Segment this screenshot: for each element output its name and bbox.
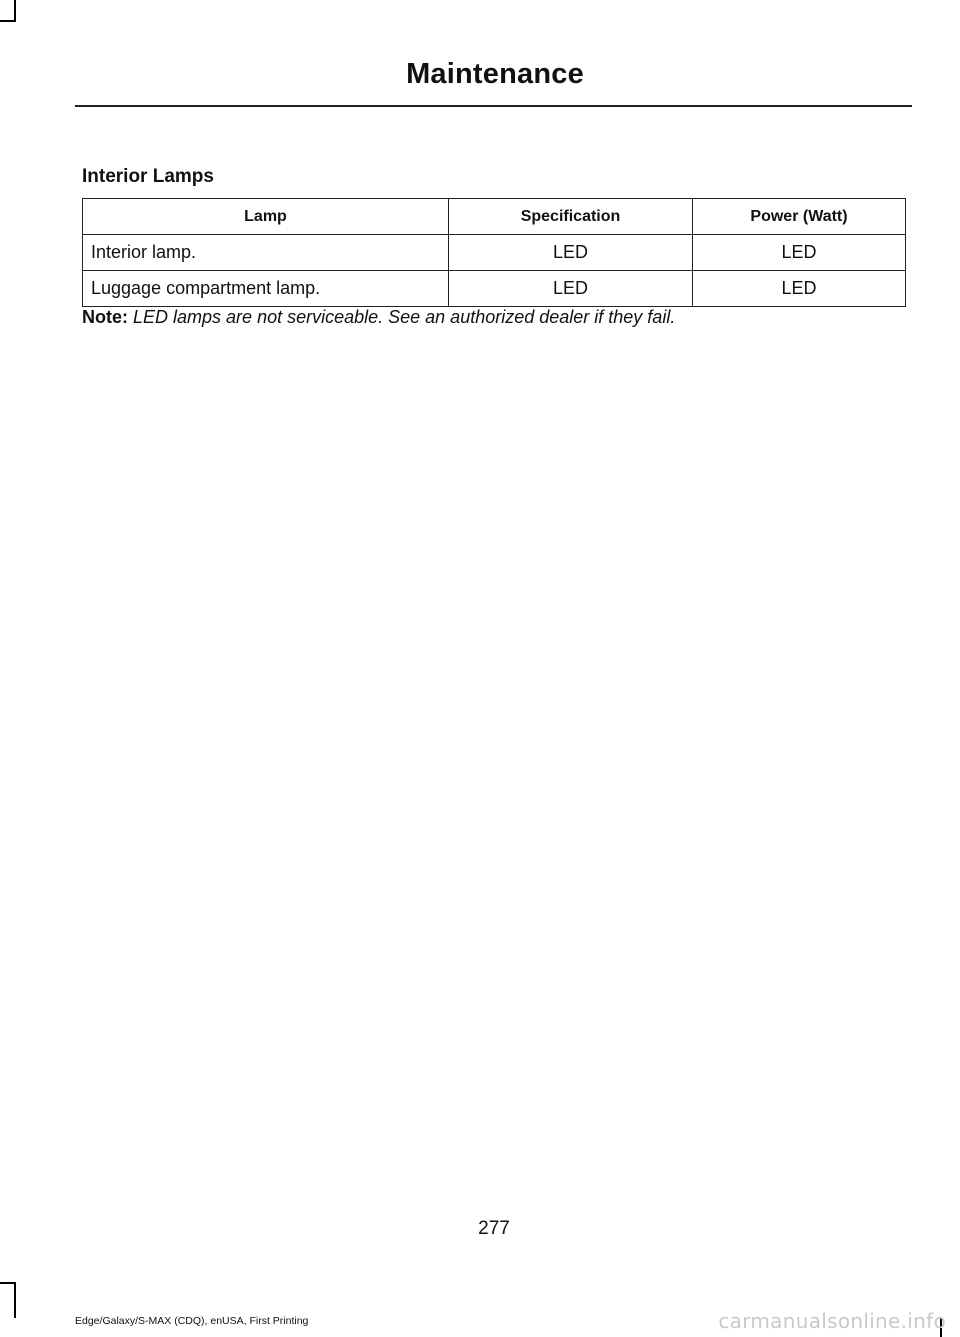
table-row bbox=[83, 271, 906, 307]
page-title: Maintenance bbox=[406, 58, 584, 90]
note-text: LED lamps are not serviceable. See an authorized dealer if they fail. bbox=[133, 307, 676, 327]
column-header-power: Power (Watt) bbox=[693, 199, 906, 235]
note-label: Note: bbox=[82, 307, 128, 327]
crop-mark-bottom-left-horizontal bbox=[0, 1282, 16, 1284]
column-header-specification: Specification bbox=[449, 199, 693, 235]
publication-footer: Edge/Galaxy/S-MAX (CDQ), enUSA, First Printing bbox=[75, 1315, 309, 1327]
table-header-row bbox=[83, 199, 906, 235]
table-row bbox=[83, 235, 906, 271]
crop-mark-top-left-vertical bbox=[14, 0, 16, 20]
watermark: carmanualsonline.info bbox=[718, 1309, 946, 1333]
crop-mark-top-left-horizontal bbox=[0, 20, 16, 22]
cell-power: LED bbox=[693, 235, 906, 271]
cell-specification: LED bbox=[449, 235, 693, 271]
column-header-lamp: Lamp bbox=[83, 199, 449, 235]
header-divider bbox=[75, 105, 912, 107]
page-number: 277 bbox=[478, 1218, 510, 1239]
cell-lamp: Luggage compartment lamp. bbox=[83, 271, 449, 307]
crop-mark-bottom-left-vertical bbox=[14, 1282, 16, 1318]
cell-lamp: Interior lamp. bbox=[83, 235, 449, 271]
cell-specification: LED bbox=[449, 271, 693, 307]
note bbox=[82, 307, 675, 328]
section-heading: Interior Lamps bbox=[82, 166, 214, 187]
cell-power: LED bbox=[693, 271, 906, 307]
interior-lamps-table bbox=[82, 198, 906, 307]
